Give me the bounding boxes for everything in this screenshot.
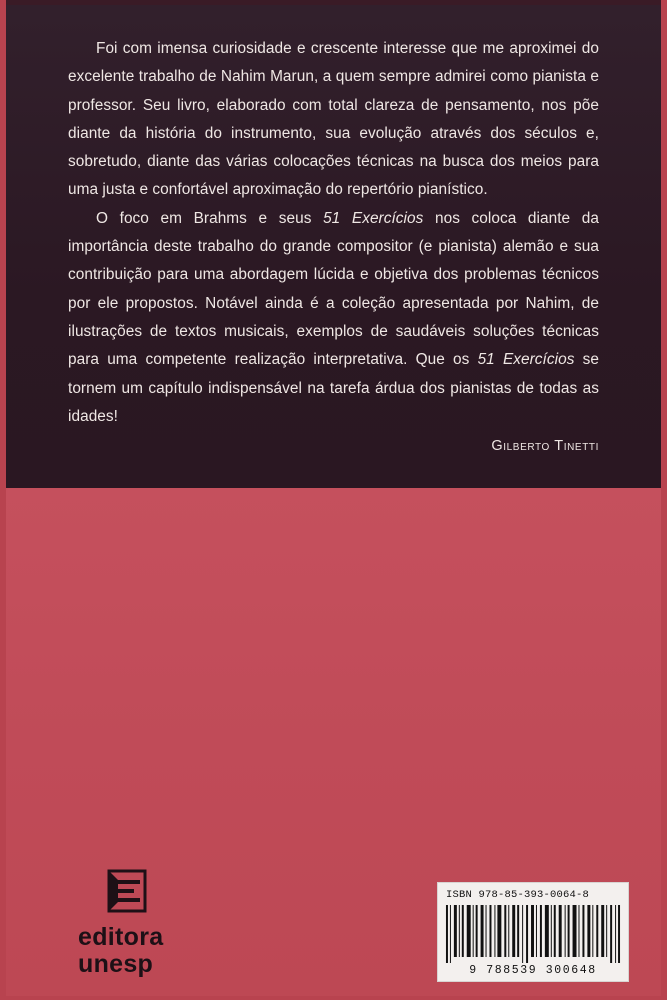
- publisher-block: [78, 868, 248, 978]
- blurb-paragraph-1: [68, 35, 599, 205]
- barcode-icon: [444, 905, 622, 963]
- blurb-paragraph-2-text-b: nos coloca diante da importância deste trabalho do grande compositor (e pianista) alemão e sua contribuição para uma abordagem lúcida e objetiva dos problemas técnicos por ele propostos. Notável ainda é a coleção apresentada por Nahim, de ilustrações de textos musicais, exemplos de saudáveis soluções técnicas para uma competente realização interpretativa. Que os: [68, 209, 599, 369]
- cover-edge-right: [661, 0, 667, 1000]
- isbn-label: ISBN 978-85-393-0064-8: [446, 889, 590, 901]
- blurb-panel: [6, 5, 661, 488]
- blurb-paragraph-2-text-c: se tornem um capítulo indispensável na tarefa árdua dos pianistas de todas as idades!: [68, 351, 599, 425]
- publisher-name-line-1: editora: [78, 923, 164, 951]
- isbn-digits: 9 788539 300648: [469, 964, 597, 977]
- isbn-block: [437, 882, 629, 982]
- publisher-name: [78, 924, 248, 978]
- unesp-logo-icon: [104, 868, 150, 914]
- blurb-title-reference-1: 51 Exercícios: [323, 209, 424, 227]
- publisher-name-line-2: unesp: [78, 950, 154, 978]
- blurb-signature: Gilberto Tinetti: [491, 438, 599, 455]
- blurb-title-reference-2: 51 Exercícios: [477, 351, 575, 369]
- cover-edge-bottom: [0, 996, 667, 1000]
- blurb-paragraph-2-text-a: O foco em Brahms e seus: [96, 209, 324, 227]
- blurb-paragraph-1-text: Foi com imensa curiosidade e crescente interesse que me aproximei do excelente trabalho de Nahim Marun, a quem sempre admirei como pianista e professor. Seu livro, elaborado com total clareza de pensamento, nos põe diante da história do instrumento, sua evolução através dos séculos e, sobretudo, diante das várias colocações técnicas na busca dos meios para uma justa e confortável aproximação do repertório pianístico.: [68, 40, 599, 199]
- blurb-paragraph-2: [68, 205, 599, 431]
